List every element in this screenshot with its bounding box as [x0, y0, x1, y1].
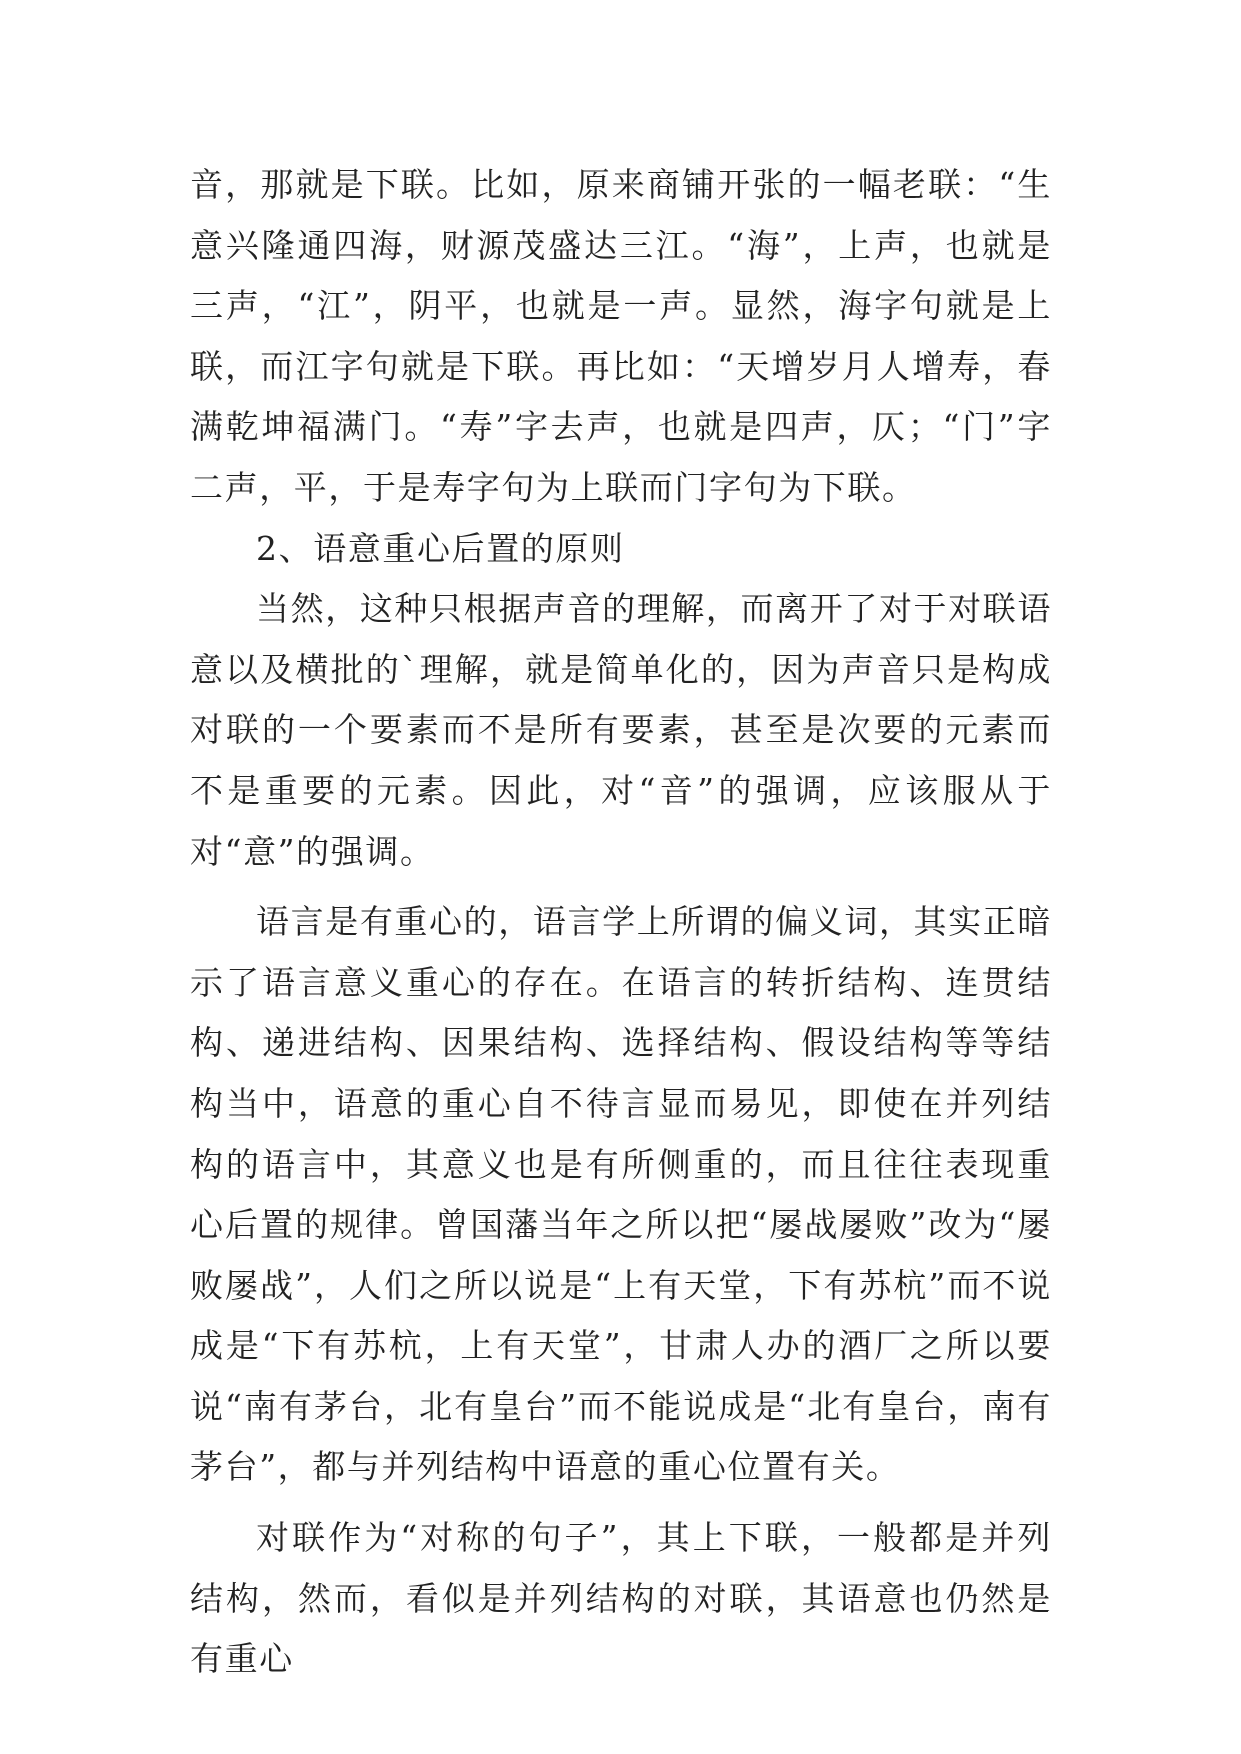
paragraph-4: 语言是有重心的，语言学上所谓的偏义词，其实正暗示了语言意义重心的存在。在语言的转折结构、连贯结构、递进结构、因果结构、选择结构、假设结构等等结构当中，语意的重心自不待言显而易见，即使在并列结构的语言中，其意义也是有所侧重的，而且往往表现重心后置的规律。曾国藩当年之所以把“屡战屡败”改为“屡败屡战”，人们之所以说是“上有天堂，下有苏杭”而不说成是“下有苏杭，上有天堂”，甘肃人办的酒厂之所以要说“南有茅台，北有皇台”而不能说成是“北有皇台，南有茅台”，都与并列结构中语意的重心位置有关。 [190, 902, 1052, 1487]
paragraph-1: 音，那就是下联。比如，原来商铺开张的一幅老联：“生意兴隆通四海，财源茂盛达三江。“海”，上声，也就是三声，“江”，阴平，也就是一声。显然，海字句就是上联，而江字句就是下联。再比如：“天增岁月人增寿，春满乾坤福满门。“寿”字去声，也就是四声，仄；“门”字二声，平，于是寿字句为上联而门字句为下联。 [190, 165, 1052, 507]
paragraph-3: 当然，这种只根据声音的理解，而离开了对于对联语意以及横批的`理解，就是简单化的，因为声音只是构成对联的一个要素而不是所有要素，甚至是次要的元素而不是重要的元素。因此，对“音”的强调，应该服从于对“意”的强调。 [190, 589, 1052, 871]
body-text [190, 155, 1052, 1690]
paragraph-5: 对联作为“对称的句子”，其上下联，一般都是并列结构，然而，看似是并列结构的对联，其语意也仍然是有重心 [190, 1518, 1052, 1679]
section-heading: 2、语意重心后置的原则 [256, 528, 625, 568]
